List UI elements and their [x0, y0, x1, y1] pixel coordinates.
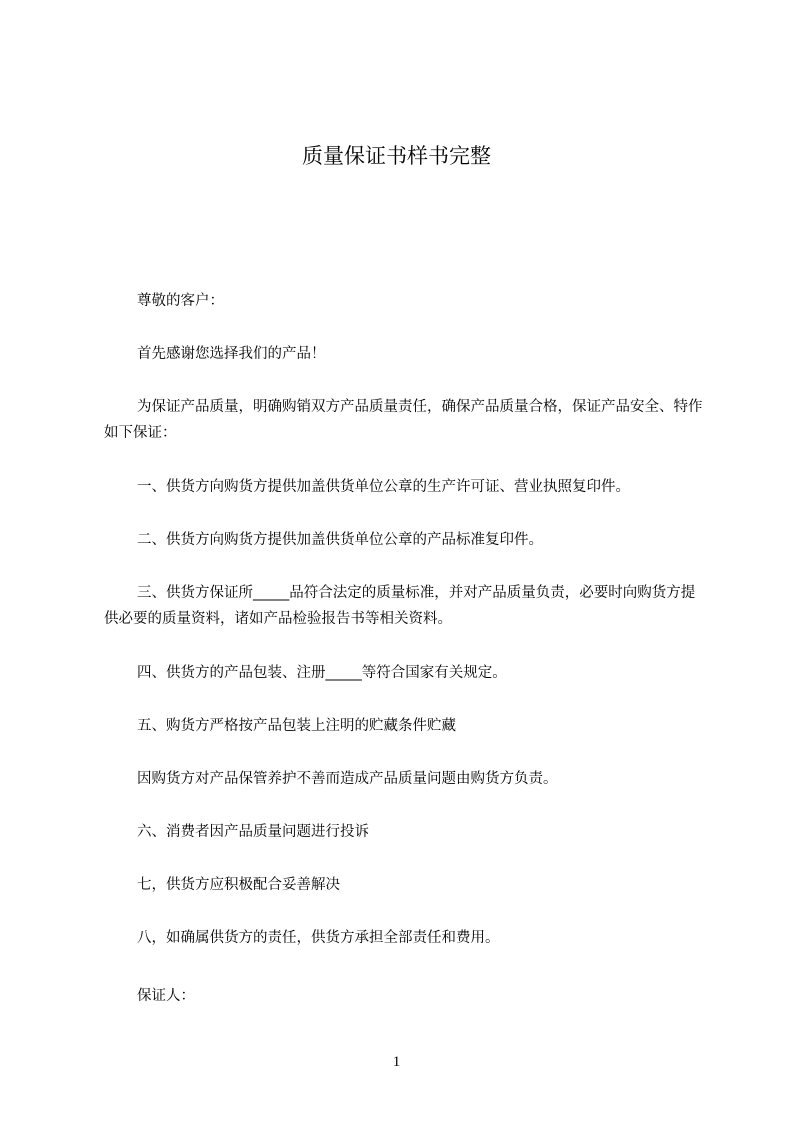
clause-4: 四、供货方的产品包装、注册_____等符合国家有关规定。 [137, 665, 507, 681]
paragraph-intro: 为保证产品质量，明确购销双方产品质量责任，确保产品质量合格，保证产品安全、特作如下保证： [104, 399, 703, 441]
clause-8: 八，如确属供货方的责任，供货方承担全部责任和费用。 [137, 930, 500, 946]
guarantor-label: 保证人： [137, 988, 195, 1004]
clause-2: 二、供货方向购货方提供加盖供货单位公章的产品标准复印件。 [137, 532, 543, 548]
clause-6: 六、消费者因产品质量问题进行投诉 [137, 824, 369, 840]
clause-5-detail: 因购货方对产品保管养护不善而造成产品质量问题由购货方负责。 [137, 771, 558, 787]
clause-7: 七，供货方应积极配合妥善解决 [137, 877, 340, 893]
document-title: 质量保证书样书完整 [302, 144, 491, 168]
paragraph-thanks: 首先感谢您选择我们的产品！ [137, 346, 326, 362]
clause-5: 五、购货方严格按产品包装上注明的贮藏条件贮藏 [137, 718, 456, 734]
page-number: 1 [392, 1054, 401, 1070]
clause-1: 一、供货方向购货方提供加盖供货单位公章的生产许可证、营业执照复印件。 [137, 479, 630, 495]
clause-3: 三、供货方保证所_____品符合法定的质量标准，并对产品质量负责，必要时向购货方提供必要的质量资料，诸如产品检验报告书等相关资料。 [104, 585, 696, 627]
salutation: 尊敬的客户： [137, 293, 224, 309]
